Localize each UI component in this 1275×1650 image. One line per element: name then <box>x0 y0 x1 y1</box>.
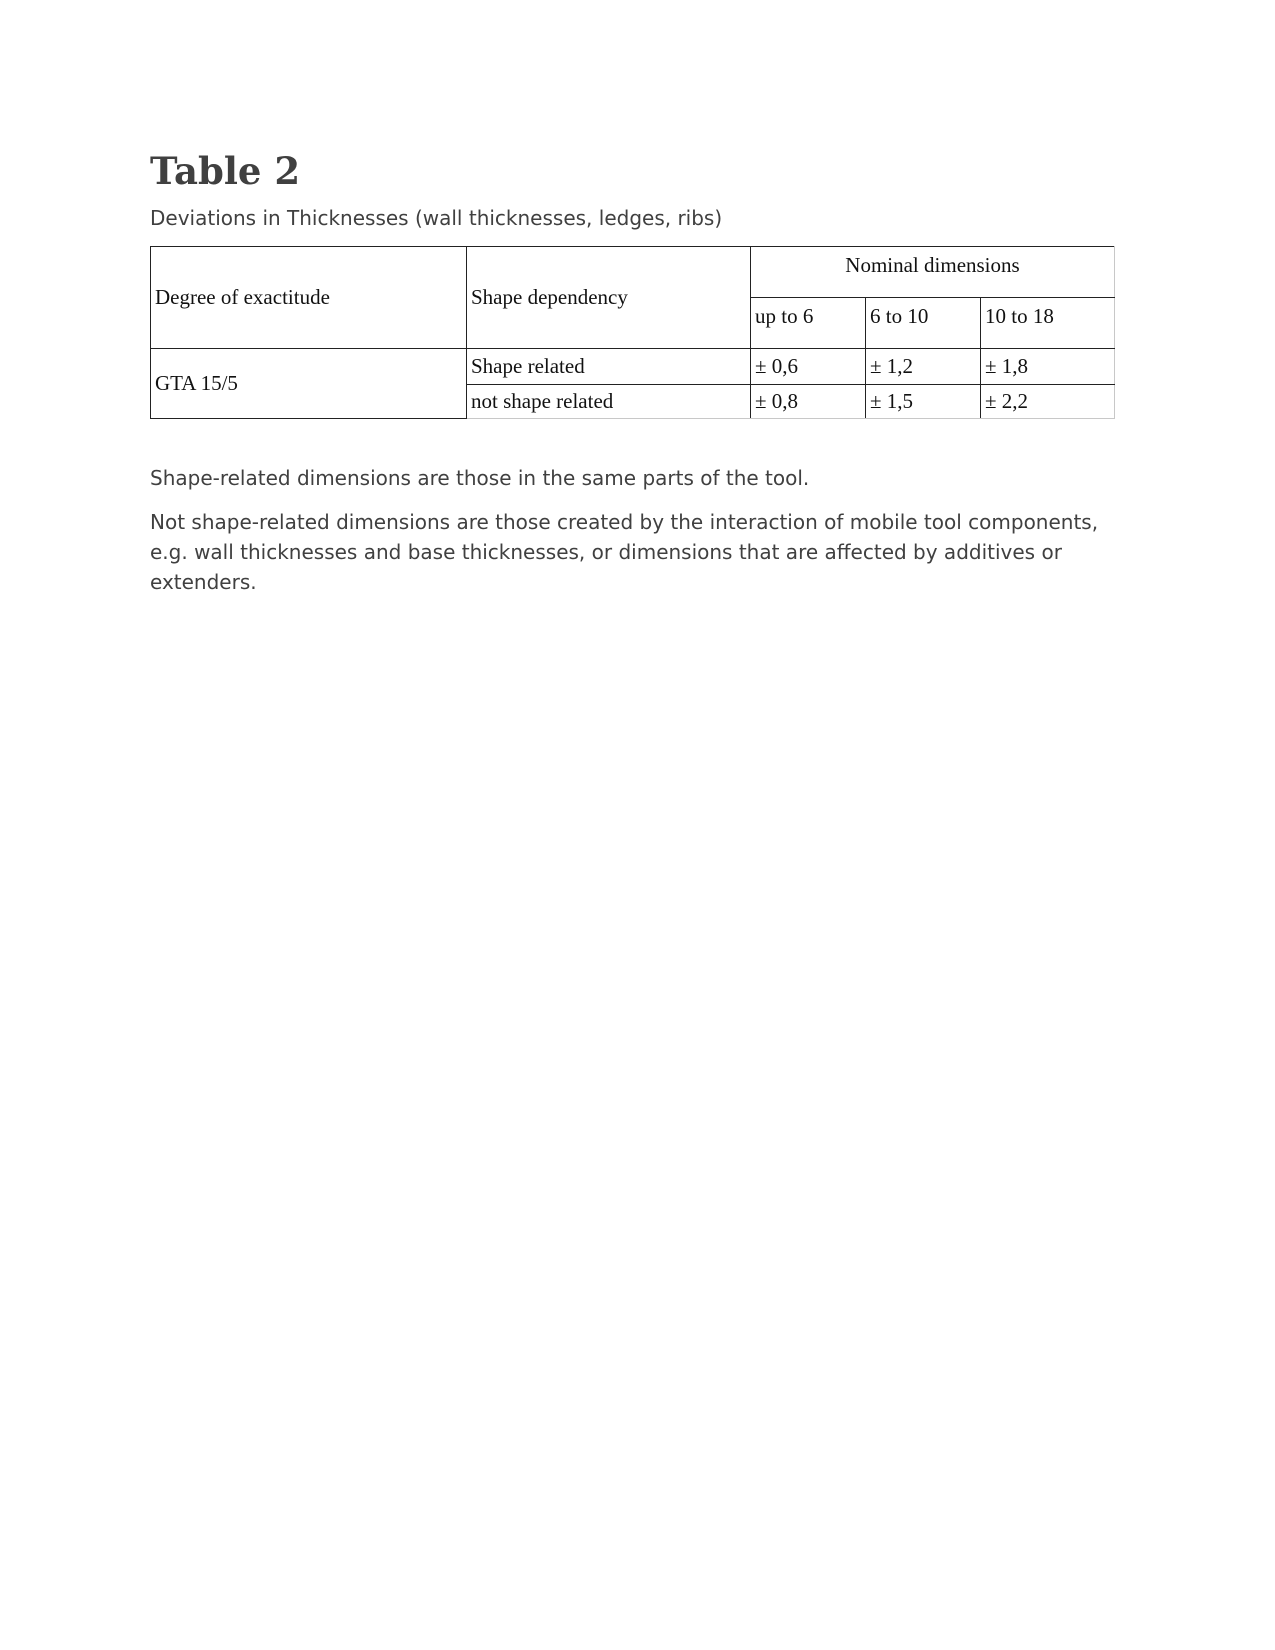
header-degree: Degree of exactitude <box>151 247 467 349</box>
header-range: 10 to 18 <box>981 298 1115 349</box>
table-row <box>151 349 1115 385</box>
value-cell: ± 2,2 <box>981 385 1115 419</box>
shape-cell: not shape related <box>467 385 751 419</box>
header-range: 6 to 10 <box>866 298 981 349</box>
note-not-shape-related: Not shape-related dimensions are those created by the interaction of mobile tool components, e.g. wall thicknesses and base thicknesses, or dimensions that are affected by additives or extenders. <box>150 510 1099 594</box>
header-nominal-dimensions: Nominal dimensions <box>751 247 1115 298</box>
table-subtitle: Deviations in Thicknesses (wall thicknesses, ledges, ribs) <box>150 206 723 230</box>
value-cell: ± 1,5 <box>866 385 981 419</box>
value-cell: ± 1,2 <box>866 349 981 385</box>
value-cell: ± 1,8 <box>981 349 1115 385</box>
page-title: Table 2 <box>150 149 301 193</box>
grade-cell: GTA 15/5 <box>151 349 467 419</box>
header-shape-dependency: Shape dependency <box>467 247 751 349</box>
shape-cell: Shape related <box>467 349 751 385</box>
tolerance-table <box>150 246 1115 419</box>
header-range: up to 6 <box>751 298 866 349</box>
value-cell: ± 0,8 <box>751 385 866 419</box>
note-shape-related: Shape-related dimensions are those in the same parts of the tool. <box>150 466 810 490</box>
value-cell: ± 0,6 <box>751 349 866 385</box>
document-page <box>150 148 1130 597</box>
